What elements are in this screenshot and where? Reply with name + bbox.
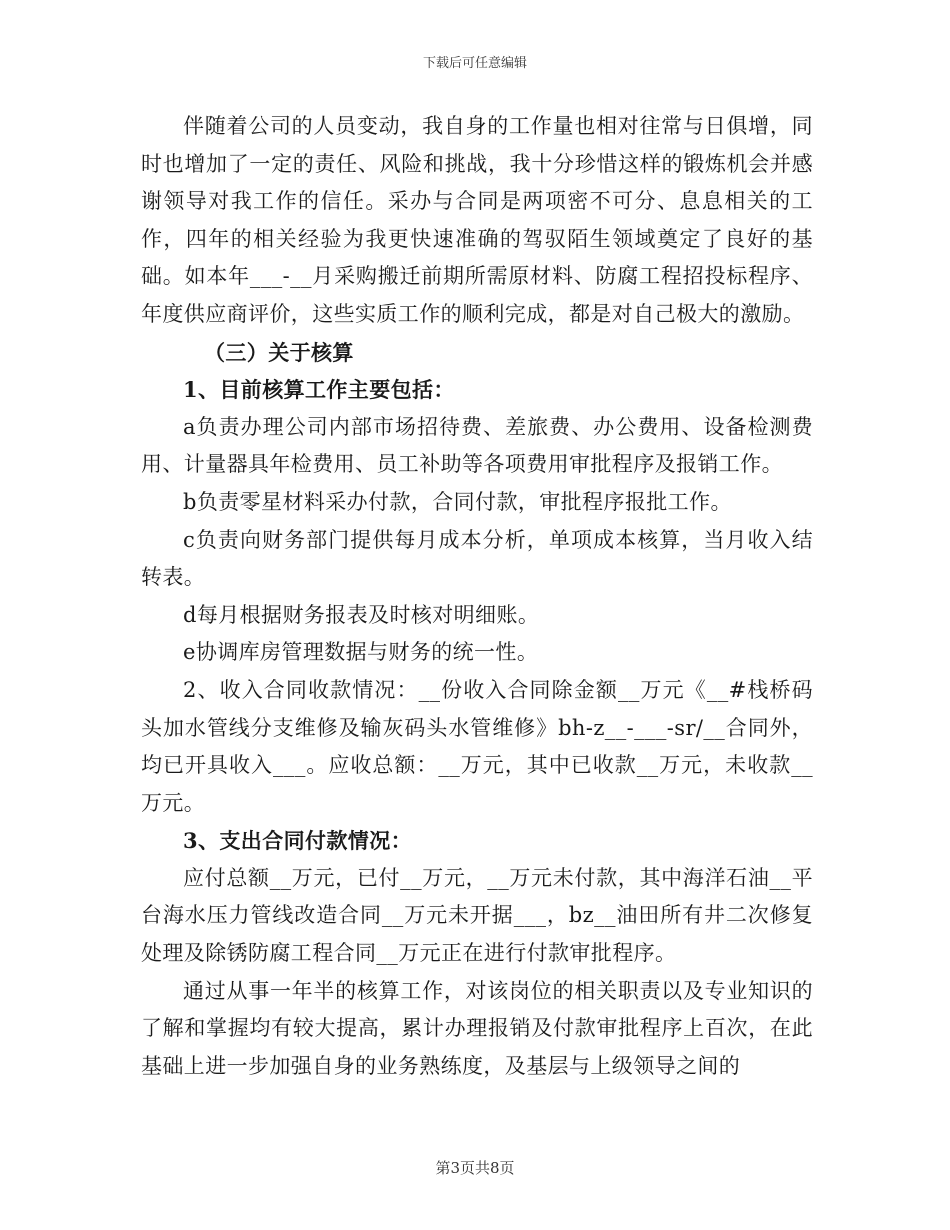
list-item-b: b负责零星材料采办付款，合同付款，审批程序报批工作。 <box>183 489 732 514</box>
page-number: 第3页共8页 <box>435 1159 515 1177</box>
section-heading-accounting: （三）关于核算 <box>204 339 354 365</box>
list-item-c: c负责向财务部门提供每月成本分析，单项成本核算，当月收入结转表。 <box>141 527 813 590</box>
document-body <box>141 108 813 1085</box>
subheading-expense-contracts: 3、支出合同付款情况： <box>183 828 413 854</box>
list-item-d: d每月根据财务报表及时核对明细账。 <box>183 602 540 627</box>
paragraph-summary: 通过从事一年半的核算工作，对该岗位的相关职责以及专业知识的了解和掌握均有较大提高，累计办理报销及付款审批程序上百次，在此基础上进一步加强自身的业务熟练度，及基层与上级领导之间的 <box>141 978 813 1078</box>
list-item-e: e协调库房管理数据与财务的统一性。 <box>183 640 539 665</box>
paragraph-intro: 伴随着公司的人员变动，我自身的工作量也相对往常与日俱增，同时也增加了一定的责任、风险和挑战，我十分珍惜这样的锻炼机会并感谢领导对我工作的信任。采办与合同是两项密不可分、息息相关的工作，四年的相关经验为我更快速准确的驾驭陌生领域奠定了良好的基础。如本年___-__月采购搬迁前期所需原材料、防腐工程招投标程序、年度供应商评价，这些实质工作的顺利完成，都是对自己极大的激励。 <box>141 114 813 326</box>
page-header: 下载后可任意编辑 <box>422 56 527 71</box>
list-item-a: a负责办理公司内部市场招待费、差旅费、办公费用、设备检测费用、计量器具年检费用、员工补助等各项费用审批程序及报销工作。 <box>141 414 813 477</box>
subheading-accounting-scope: 1、目前核算工作主要包括： <box>183 377 455 403</box>
paragraph-expense-details: 应付总额__万元，已付__万元，__万元未付款，其中海洋石油__平台海水压力管线改造合同__万元未开据___，bz__油田所有井二次修复处理及除锈防腐工程合同__万元正在进行付款审批程序。 <box>141 865 813 966</box>
paragraph-income-contracts: 2、收入合同收款情况：__份收入合同除金额__万元《__#栈桥码头加水管线分支维修及输灰码头水管维修》bh-z__-___-sr/__合同外，均已开具收入___。应收总额：__万元，其中已收款__万元，未收款__万元。 <box>141 677 813 815</box>
